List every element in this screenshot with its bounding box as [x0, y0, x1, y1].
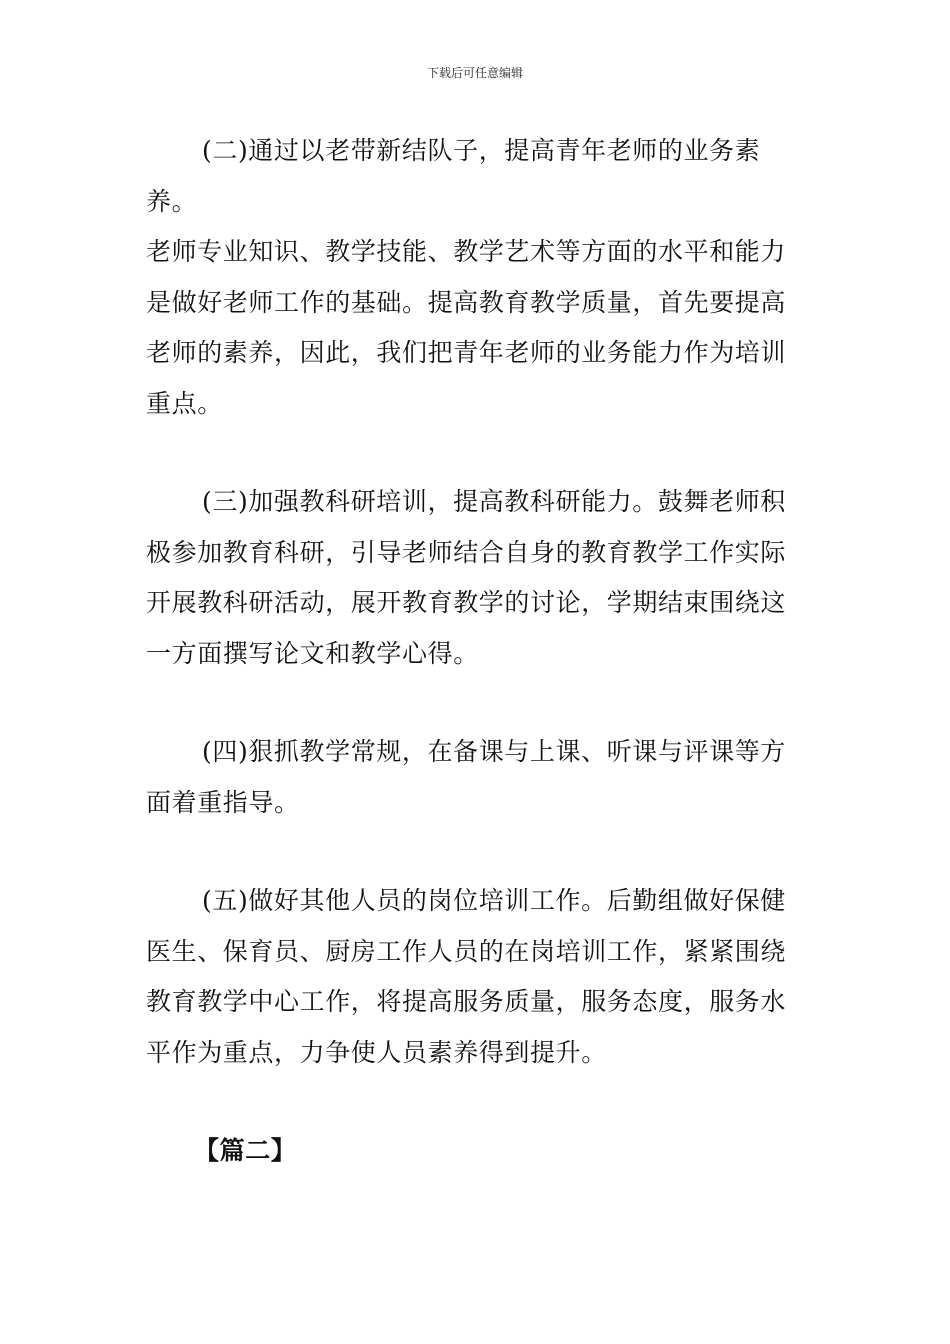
paragraph-spacer — [146, 429, 810, 477]
section-heading: 【篇二】 — [194, 1136, 297, 1165]
document-body — [146, 126, 810, 1177]
paragraph-spacer — [146, 828, 810, 876]
paragraph-5: (五)做好其他人员的岗位培训工作。后勤组做好保健 医生、保育员、厨房工作人员的在岗培训工作，紧紧围绕 教育教学中心工作，将提高服务质量，服务态度，服务水 平作为重点，力争使人员素养得到提升。 — [146, 886, 787, 1067]
paragraph-3: (三)加强教科研培训，提高教科研能力。鼓舞老师积 极参加教育科研，引导老师结合自身的教育教学工作实际 开展教科研活动，展开教育教学的讨论，学期结束围绕这 一方面撰写论文和教学心得。 — [146, 487, 787, 668]
paragraph-spacer — [146, 679, 810, 727]
page-header-note: 下载后可任意编辑 — [426, 66, 523, 80]
paragraph-spacer — [146, 1078, 810, 1126]
paragraph-2: (二)通过以老带新结队子，提高青年老师的业务素养。 老师专业知识、教学技能、教学艺术等方面的水平和能力 是做好老师工作的基础。提高教育教学质量，首先要提高 老师的素养，因此，我们把青年老师的业务能力作为培训 重点。 — [146, 136, 787, 418]
paragraph-4: (四)狠抓教学常规，在备课与上课、听课与评课等方 面着重指导。 — [146, 737, 786, 817]
